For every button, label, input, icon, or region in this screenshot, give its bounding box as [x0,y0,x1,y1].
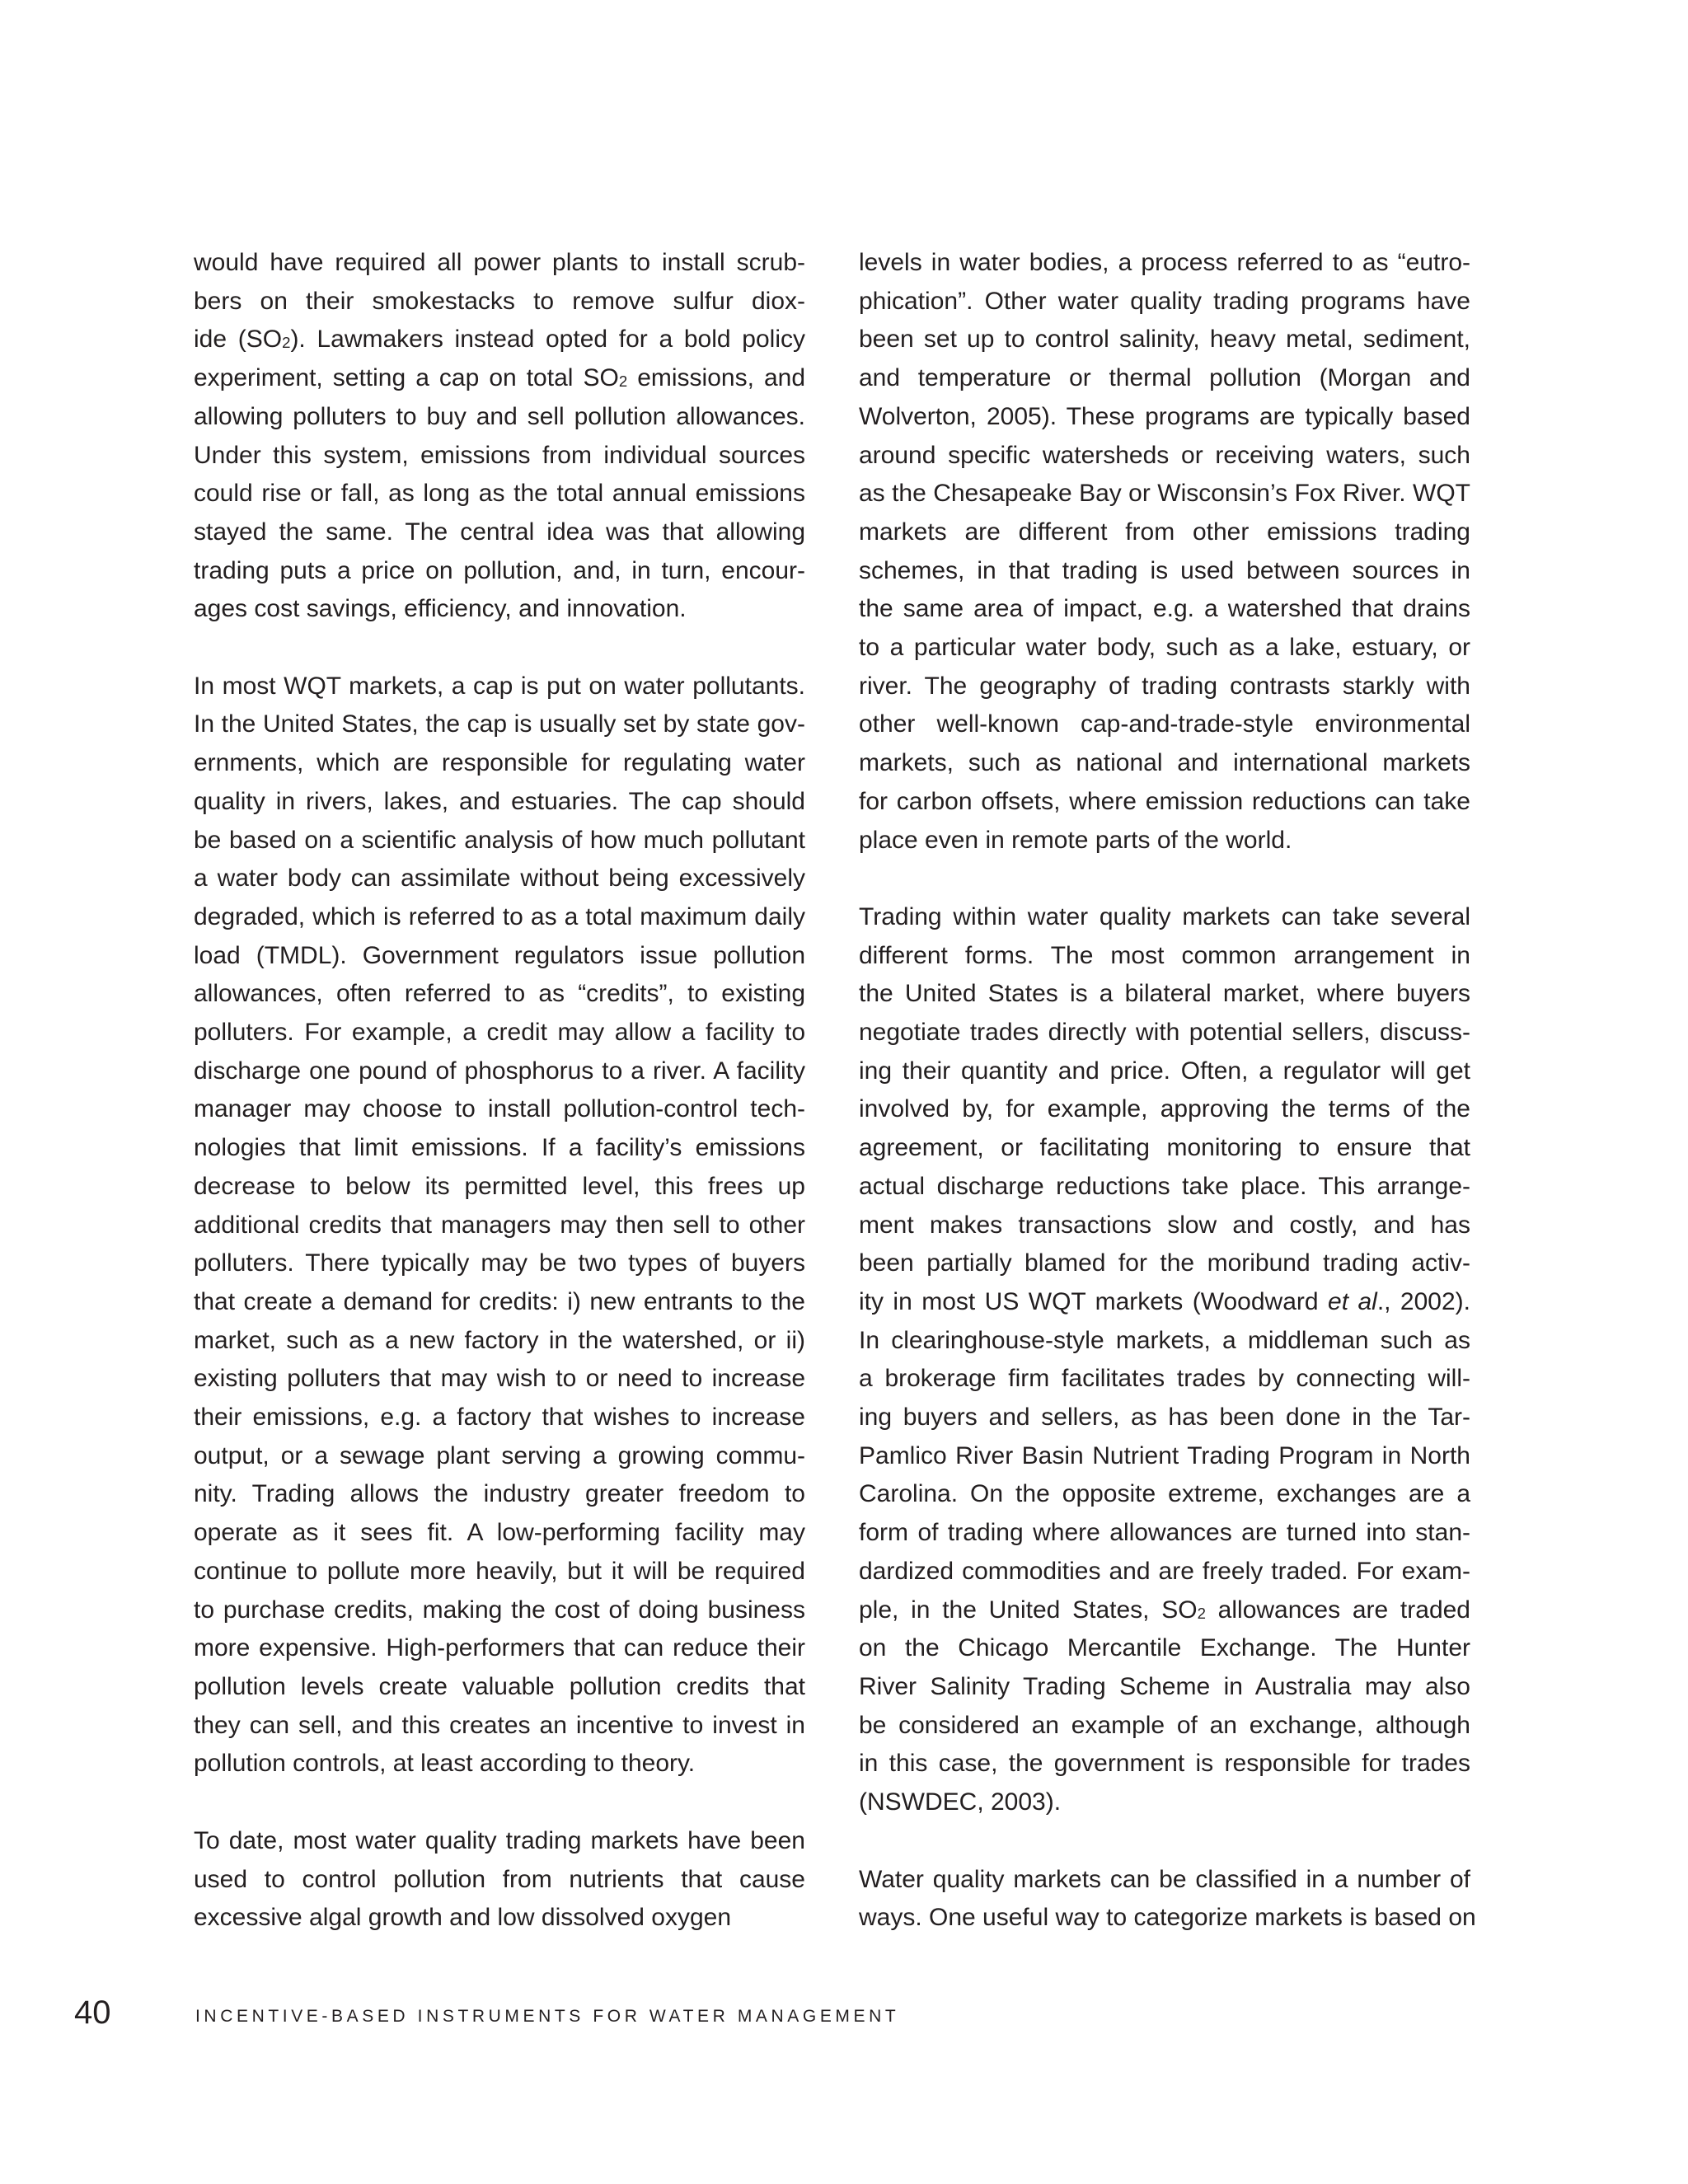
text-line: Trading within water quality markets can take several [859,902,1470,930]
text-line: trading puts a price on pollution, and, in turn, encour- [194,556,805,584]
text-line: ide (SO2). Lawmakers instead opted for a bold policy [194,326,805,354]
text-line: be considered an example of an exchange, although [859,1711,1470,1739]
text-line: ways. One useful way to categorize markets is based on [859,1904,1476,1932]
page-number: 40 [74,1994,111,2031]
text-line: operate as it sees fit. A low-performing facility may [194,1519,805,1547]
text-line: could rise or fall, as long as the total annual emissions [194,480,805,508]
text-line: they can sell, and this creates an incentive to invest in [194,1711,805,1739]
text-line: their emissions, e.g. a factory that wishes to increase [194,1404,805,1432]
text-line: phication”. Other water quality trading programs have [859,287,1470,315]
text-line: to purchase credits, making the cost of doing business [194,1596,805,1624]
text-line: dardized commodities and are freely traded. For exam- [859,1557,1470,1585]
text-line: markets, such as national and international markets [859,749,1470,777]
text-line: discharge one pound of phosphorus to a river. A facility [194,1057,805,1085]
text-line: polluters. There typically may be two types of buyers [194,1249,805,1277]
text-line: In most WQT markets, a cap is put on water pollutants. [194,672,805,700]
text-line: markets are different from other emissions trading [859,518,1470,546]
text-line: degraded, which is referred to as a total maximum daily [194,902,805,930]
text-line: load (TMDL). Government regulators issue pollution [194,941,805,969]
text-line: stayed the same. The central idea was that allowing [194,518,805,546]
text-line: ment makes transactions slow and costly, and has [859,1211,1470,1239]
text-line: and temperature or thermal pollution (Morgan and [859,364,1470,392]
text-line: around specific watersheds or receiving waters, such [859,441,1470,469]
text-line: ple, in the United States, SO2 allowances are traded [859,1596,1470,1624]
text-line: place even in remote parts of the world. [859,826,1292,854]
paragraph-market-classification [859,1861,1476,1938]
paragraph-eutrophication [859,244,1470,860]
left-column [194,244,805,1938]
text-line: In clearinghouse-style markets, a middleman such as [859,1326,1470,1354]
text-line: been partially blamed for the moribund trading activ- [859,1249,1470,1277]
text-line: river. The geography of trading contrasts starkly with [859,672,1470,700]
text-line: River Salinity Trading Scheme in Australia may also [859,1673,1470,1700]
text-line: ernments, which are responsible for regulating water [194,749,805,777]
text-line: form of trading where allowances are turned into stan- [859,1519,1470,1547]
text-line: involved by, for example, approving the terms of the [859,1095,1470,1123]
paragraph-trading-forms [859,898,1470,1822]
text-line: existing polluters that may wish to or need to increase [194,1365,805,1393]
right-column [859,244,1476,1938]
text-line: Under this system, emissions from individual sources [194,441,805,469]
text-line: continue to pollute more heavily, but it will be required [194,1557,805,1585]
text-line: Water quality markets can be classified in a number of [859,1865,1470,1893]
text-line: Carolina. On the opposite extreme, exchanges are a [859,1480,1470,1508]
text-line: levels in water bodies, a process referred to as “eutro- [859,249,1470,276]
text-line: on the Chicago Mercantile Exchange. The Hunter [859,1634,1470,1662]
text-line: other well-known cap-and-trade-style environmental [859,710,1470,738]
text-line: allowances, often referred to as “credits”, to existing [194,980,805,1008]
text-line: the United States is a bilateral market, where buyers [859,980,1470,1008]
text-line: ing their quantity and price. Often, a regulator will get [859,1057,1470,1085]
text-line: To date, most water quality trading markets have been [194,1826,805,1854]
text-line: more expensive. High-performers that can reduce their [194,1634,805,1662]
text-line: In the United States, the cap is usually set by state gov- [194,710,805,738]
text-line: be based on a scientific analysis of how much pollutant [194,826,805,854]
text-line: pollution levels create valuable pollution credits that [194,1673,805,1700]
text-line: Wolverton, 2005). These programs are typically based [859,402,1470,430]
text-line: the same area of impact, e.g. a watershed that drains [859,595,1470,623]
text-line: output, or a sewage plant serving a growing commu- [194,1441,805,1469]
text-line: would have required all power plants to install scrub- [194,249,805,276]
text-line: actual discharge reductions take place. This arrange- [859,1172,1470,1200]
text-line: pollution controls, at least according to theory. [194,1750,696,1778]
text-line: allowing polluters to buy and sell pollution allowances. [194,402,805,430]
text-line: ing buyers and sellers, as has been done in the Tar- [859,1404,1470,1432]
text-line: manager may choose to install pollution-control tech- [194,1095,805,1123]
text-line: in this case, the government is responsible for trades [859,1750,1470,1778]
text-line: been set up to control salinity, heavy metal, sediment, [859,326,1470,354]
text-line: nologies that limit emissions. If a facility’s emissions [194,1134,805,1162]
paragraph-nutrient-pollution [194,1822,805,1938]
text-line: negotiate trades directly with potential sellers, discuss- [859,1019,1470,1047]
text-line: bers on their smokestacks to remove sulfur diox- [194,287,805,315]
text-line: to a particular water body, such as a lake, estuary, or [859,634,1470,662]
text-line: that create a demand for credits: i) new entrants to the [194,1287,805,1315]
text-line: different forms. The most common arrangement in [859,941,1470,969]
text-line: agreement, or facilitating monitoring to ensure that [859,1134,1470,1162]
running-footer-title: INCENTIVE-BASED INSTRUMENTS FOR WATER MANAGEMENT [195,2007,900,2026]
text-line: Pamlico River Basin Nutrient Trading Program in North [859,1441,1470,1469]
text-line: a water body can assimilate without being excessively [194,865,805,893]
text-line: a brokerage firm facilitates trades by connecting will- [859,1365,1470,1393]
text-line: used to control pollution from nutrients that cause [194,1865,805,1893]
text-line: polluters. For example, a credit may allow a facility to [194,1019,805,1047]
text-line: ity in most US WQT markets (Woodward et al., 2002). [859,1287,1471,1315]
text-line: nity. Trading allows the industry greater freedom to [194,1480,805,1508]
text-line: additional credits that managers may then sell to other [194,1211,805,1239]
text-line: experiment, setting a cap on total SO2 emissions, and [194,364,806,392]
text-line: as the Chesapeake Bay or Wisconsin’s Fox River. WQT [859,480,1470,508]
text-line: market, such as a new factory in the watershed, or ii) [194,1326,805,1354]
paragraph-wqt-cap [194,668,805,1783]
paragraph-cap-and-trade-origin [194,244,805,629]
text-line: excessive algal growth and low dissolved oxygen [194,1904,732,1932]
text-line: quality in rivers, lakes, and estuaries. The cap should [194,787,805,815]
text-line: decrease to below its permitted level, this frees up [194,1172,805,1200]
text-line: schemes, in that trading is used between sources in [859,556,1470,584]
text-line: for carbon offsets, where emission reductions can take [859,787,1470,815]
text-line: ages cost savings, efficiency, and innovation. [194,595,687,623]
text-line: (NSWDEC, 2003). [859,1788,1062,1816]
